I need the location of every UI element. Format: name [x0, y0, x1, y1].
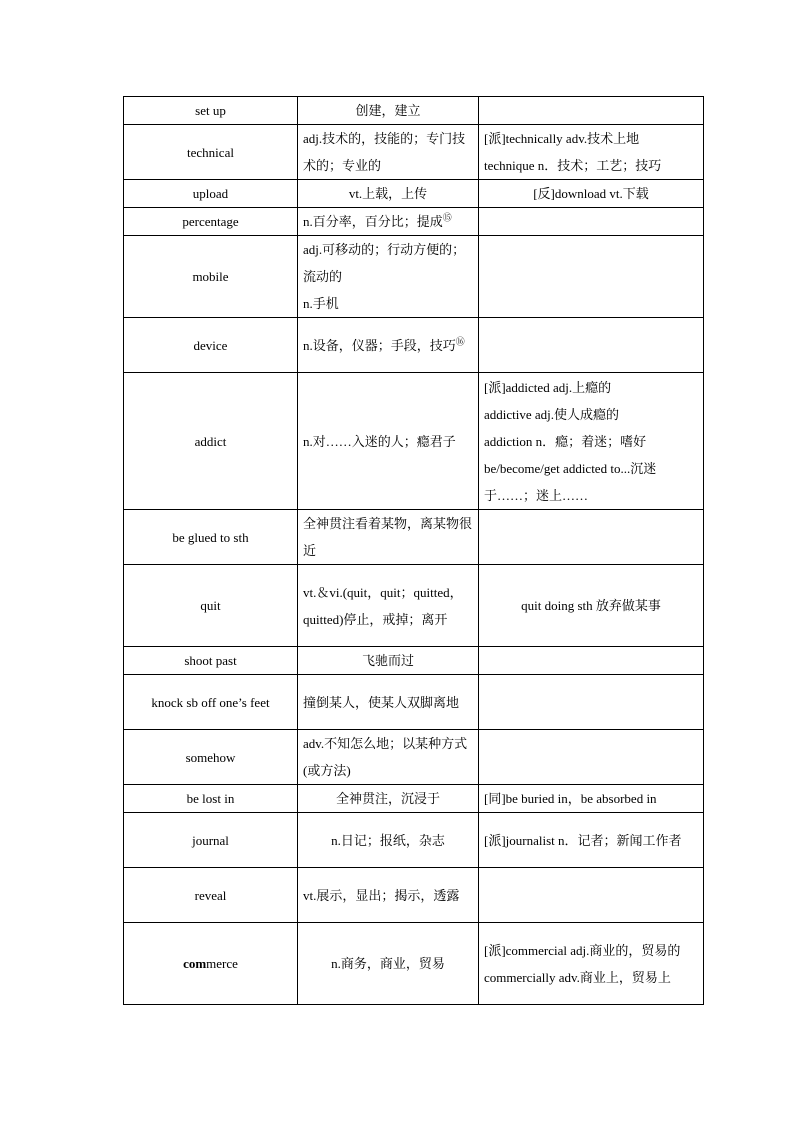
note-line: [同]be buried in，be absorbed in	[484, 791, 657, 806]
word-cell: be lost in	[124, 785, 298, 813]
word-cell: device	[124, 318, 298, 373]
meaning-cell	[298, 208, 479, 236]
notes-cell	[479, 785, 704, 813]
notes-cell	[479, 180, 704, 208]
meaning-cell: adj.技术的，技能的；专门技术的；专业的	[298, 125, 479, 180]
word-cell: percentage	[124, 208, 298, 236]
note-line: [派]addicted adj.上瘾的	[484, 379, 612, 395]
table-row	[124, 180, 704, 208]
word-cell: technical	[124, 125, 298, 180]
meaning-cell	[298, 236, 479, 318]
note-line: [派]journalist n．记者；新闻工作者	[484, 832, 682, 848]
meaning-cell	[298, 318, 479, 373]
meaning-cell: vt.上载，上传	[298, 180, 479, 208]
table-row	[124, 208, 704, 236]
note-line: technique n．技术；工艺；技巧	[484, 158, 662, 173]
meaning-cell: 创建，建立	[298, 97, 479, 125]
table-row	[124, 97, 704, 125]
meaning-cell: n.日记；报纸，杂志	[298, 813, 479, 868]
notes-cell	[479, 208, 704, 236]
notes-cell	[479, 125, 704, 180]
word-cell: reveal	[124, 868, 298, 923]
word-cell: quit	[124, 565, 298, 647]
table-row	[124, 236, 704, 318]
note-line: [反]download vt.下载	[533, 186, 649, 201]
table-row	[124, 510, 704, 565]
meaning-text: n.设备，仪器；手段，技巧	[303, 337, 456, 353]
table-row	[124, 730, 704, 785]
table-row	[124, 318, 704, 373]
notes-cell	[479, 373, 704, 510]
word-cell: shoot past	[124, 647, 298, 675]
notes-cell	[479, 813, 704, 868]
notes-cell	[479, 97, 704, 125]
notes-cell	[479, 318, 704, 373]
notes-cell	[479, 923, 704, 1005]
meaning-text: n.手机	[303, 296, 339, 311]
word-cell: set up	[124, 97, 298, 125]
footnote-marker: ⑮	[442, 212, 452, 223]
meaning-text: n.百分率，百分比；提成	[303, 214, 443, 229]
meaning-cell: 撞倒某人，使某人双脚离地	[298, 675, 479, 730]
note-line: commercially adv.商业上，贸易上	[484, 969, 671, 985]
table-row	[124, 675, 704, 730]
word-cell: knock sb off one’s feet	[124, 675, 298, 730]
note-line: addictive adj.使人成瘾的	[484, 406, 620, 422]
table-row	[124, 868, 704, 923]
note-line: quit doing sth 放弃做某事	[521, 598, 661, 613]
vocabulary-table	[123, 96, 704, 1005]
table-row	[124, 565, 704, 647]
word-cell	[124, 923, 298, 1005]
word-cell: somehow	[124, 730, 298, 785]
table-row	[124, 647, 704, 675]
note-line: [派]technically adv.技术上地	[484, 131, 640, 146]
meaning-cell: 全神贯注看着某物，离某物很近	[298, 510, 479, 565]
meaning-cell: 全神贯注，沉浸于	[298, 785, 479, 813]
notes-cell	[479, 565, 704, 647]
table-row	[124, 785, 704, 813]
table-row	[124, 373, 704, 510]
footnote-marker: ⑯	[455, 336, 465, 347]
note-line: addiction n．瘾；着迷；嗜好	[484, 433, 647, 449]
meaning-cell: vt.展示，显出；揭示，透露	[298, 868, 479, 923]
word-bold-part: com	[183, 956, 207, 971]
meaning-cell: adv.不知怎么地；以某种方式(或方法)	[298, 730, 479, 785]
word-cell: upload	[124, 180, 298, 208]
meaning-cell: n.对……入迷的人；瘾君子	[298, 373, 479, 510]
note-line: [派]commercial adj.商业的，贸易的	[484, 942, 681, 958]
word-cell: mobile	[124, 236, 298, 318]
meaning-cell: 飞驰而过	[298, 647, 479, 675]
word-rest-part: merce	[206, 956, 238, 971]
notes-cell	[479, 730, 704, 785]
word-cell: journal	[124, 813, 298, 868]
notes-cell	[479, 510, 704, 565]
notes-cell	[479, 868, 704, 923]
meaning-text: adj.可移动的；行动方便的；流动的	[303, 242, 466, 284]
word-cell: be glued to sth	[124, 510, 298, 565]
table-row	[124, 923, 704, 1005]
notes-cell	[479, 236, 704, 318]
word-cell: addict	[124, 373, 298, 510]
meaning-cell: vt.＆vi.(quit，quit；quitted，quitted)停止，戒掉；离开	[298, 565, 479, 647]
table-row	[124, 813, 704, 868]
notes-cell	[479, 675, 704, 730]
table-row	[124, 125, 704, 180]
note-line: be/become/get addicted to...沉迷于……；迷上……	[484, 460, 657, 503]
notes-cell	[479, 647, 704, 675]
meaning-cell: n.商务，商业，贸易	[298, 923, 479, 1005]
